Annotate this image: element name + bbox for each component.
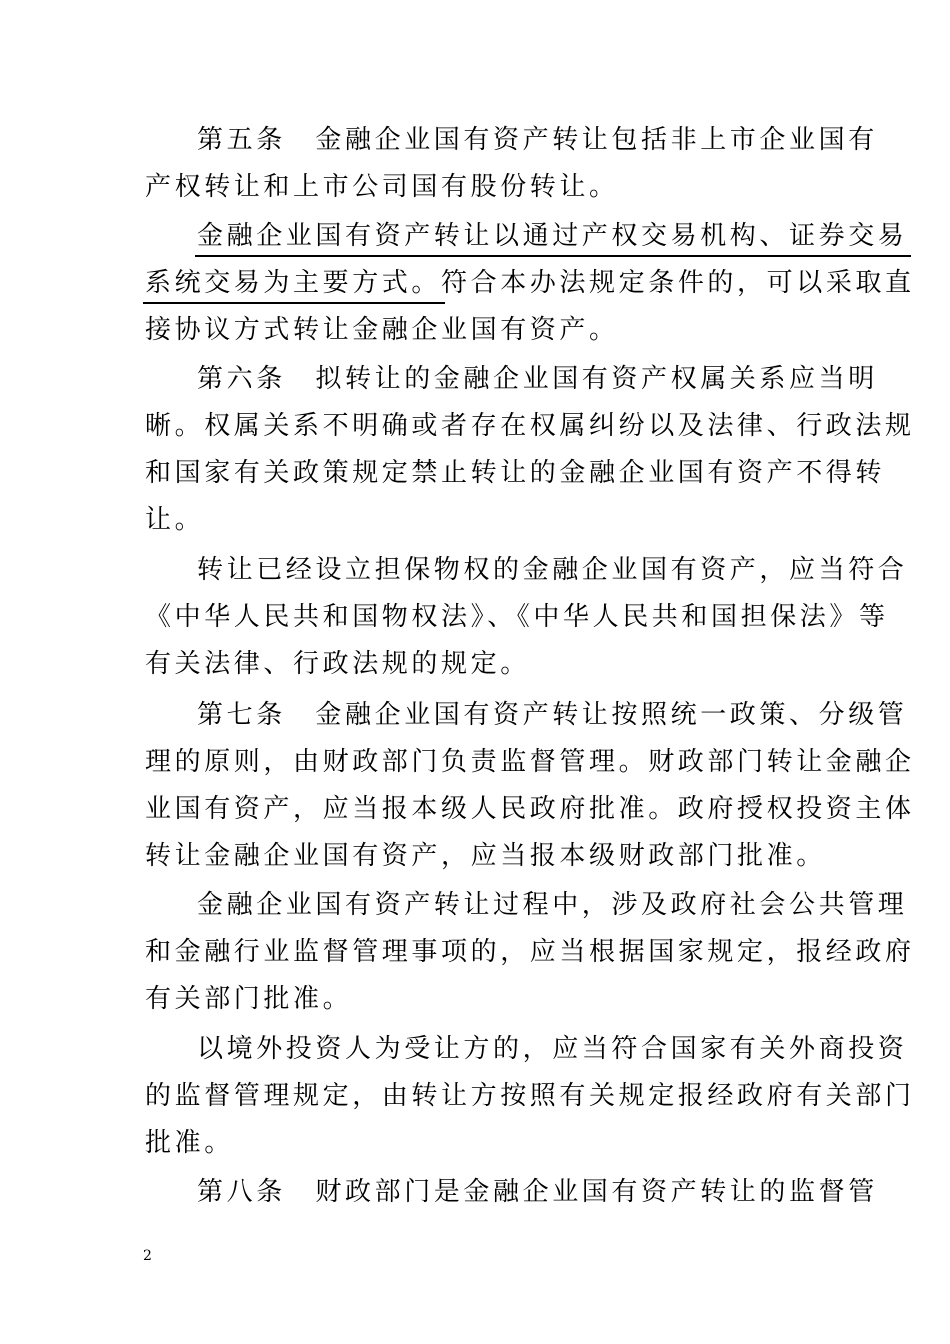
text-line: 接协议方式转让金融企业国有资产。 [145,315,619,345]
text-line: 有关法律、行政法规的规定。 [145,649,530,679]
text-line: 有关部门批准。 [145,984,353,1014]
text-line: 批准。 [145,1128,234,1158]
text-line: 晰。权属关系不明确或者存在权属纠纷以及法律、行政法规 [145,411,915,441]
text-line: 《中华人民共和国物权法》、《中华人民共和国担保法》等 [145,602,889,632]
text-fragment: 符合本办法规定条件的，可以采取直 [441,268,915,298]
text-line: 业国有资产，应当报本级人民政府批准。政府授权投资主体 [145,794,915,824]
text-line: 金融企业国有资产转让过程中，涉及政府社会公共管理 [197,890,908,920]
text-line: 第七条 金融企业国有资产转让按照统一政策、分级管 [197,700,908,730]
text-line: 第八条 财政部门是金融企业国有资产转让的监督管 [197,1177,878,1207]
text-line: 转让金融企业国有资产，应当报本级财政部门批准。 [145,841,826,871]
text-line: 和金融行业监督管理事项的，应当根据国家规定，报经政府 [145,937,915,967]
underlined-text: 系统交易为主要方式。 [145,268,442,298]
text-line: 理的原则，由财政部门负责监督管理。财政部门转让金融企 [145,747,915,777]
text-line: 让。 [145,505,205,535]
text-line: 以境外投资人为受让方的，应当符合国家有关外商投资 [197,1034,908,1064]
text-line: 和国家有关政策规定禁止转让的金融企业国有资产不得转 [145,458,886,488]
page-number: 2 [143,1248,152,1264]
text-line: 的监督管理规定，由转让方按照有关规定报经政府有关部门 [145,1081,915,1111]
text-line: 第六条 拟转让的金融企业国有资产权属关系应当明 [197,364,878,394]
underlined-text: 金融企业国有资产转让以通过产权交易机构、证券交易 [197,221,908,251]
text-line [197,216,907,256]
text-line: 转让已经设立担保物权的金融企业国有资产，应当符合 [197,555,908,585]
text-line [145,263,915,303]
text-line: 产权转让和上市公司国有股份转让。 [145,172,619,202]
text-line: 第五条 金融企业国有资产转让包括非上市企业国有 [197,125,878,155]
